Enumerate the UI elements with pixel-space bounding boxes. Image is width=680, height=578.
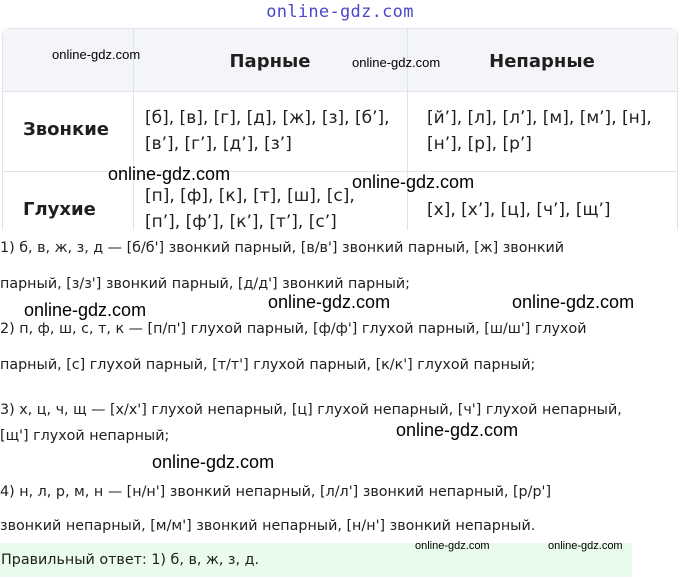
voiced-paired-line2: [в’], [г’], [д’], [з’] [145, 134, 292, 154]
row-label-voiced: Звонкие [23, 119, 110, 140]
watermark: online-gdz.com [268, 292, 391, 312]
voiced-unpaired-line1: [й’], [л], [л’], [м], [м’], [н], [427, 108, 652, 128]
answer-item-1 [0, 238, 680, 294]
table-row-voiceless [3, 171, 677, 230]
watermark: online-gdz.com [24, 300, 147, 320]
answer-2-line2: парный, [с] глухой парный, [т/т'] глухой парный, [к/к'] глухой парный; [0, 357, 536, 373]
header-unpaired: Непарные [489, 51, 595, 72]
voiced-paired-line1: [б], [в], [г], [д], [ж], [з], [б’], [145, 108, 390, 128]
site-header-logo[interactable]: online-gdz.com [266, 2, 414, 22]
correct-answer-box: Правильный ответ: 1) б, в, ж, з, д. [0, 543, 632, 577]
watermark: online-gdz.com [415, 540, 490, 552]
voiceless-paired-line1: [п], [ф], [к], [т], [ш], [с], [145, 186, 355, 206]
answer-3-line2: [щ'] глухой непарный; [0, 428, 170, 444]
answer-2-line1: 2) п, ф, ш, с, т, к — [п/п'] глухой парный, [ф/ф'] глухой парный, [ш/ш'] глухой [0, 321, 587, 337]
voiced-unpaired-cell [427, 105, 652, 157]
answer-4-line1: 4) н, л, р, м, н — [н/н'] звонкий непарный, [л/л'] звонкий непарный, [р/р'] [0, 484, 552, 500]
watermark: online-gdz.com [548, 540, 623, 552]
watermark: online-gdz.com [396, 420, 519, 440]
watermark: online-gdz.com [108, 164, 231, 184]
watermark: online-gdz.com [352, 55, 441, 70]
answer-4-line2: звонкий непарный, [м/м'] звонкий непарный, [н/н'] звонкий непарный. [0, 518, 536, 534]
answer-1-line2: парный, [з/з'] звонкий парный, [д/д'] звонкий парный; [0, 276, 410, 292]
answer-item-2 [0, 319, 680, 375]
voiceless-unpaired-cell [427, 197, 611, 223]
watermark: online-gdz.com [512, 292, 635, 312]
answer-item-4 [0, 482, 680, 536]
voiceless-paired-line2: [п’], [ф’], [к’], [т’], [с’] [145, 212, 337, 230]
voiceless-paired-cell [145, 183, 355, 230]
watermark: online-gdz.com [352, 172, 475, 192]
row-label-voiceless: Глухие [23, 199, 96, 220]
voiceless-unpaired-line1: [х], [х’], [ц], [ч’], [щ’] [427, 200, 611, 220]
voiced-unpaired-line2: [н’], [р], [р’] [427, 134, 532, 154]
answer-item-3 [0, 400, 680, 446]
watermark: online-gdz.com [52, 47, 141, 62]
table-row-voiced [3, 91, 677, 172]
voiced-paired-cell [145, 105, 390, 157]
header-paired: Парные [229, 51, 311, 72]
answer-1-line1: 1) б, в, ж, з, д — [б/б'] звонкий парный, [в/в'] звонкий парный, [ж] звонкий [0, 240, 565, 256]
watermark: online-gdz.com [152, 452, 275, 472]
answer-3-line1: 3) х, ц, ч, щ — [х/х'] глухой непарный, [ц] глухой непарный, [ч'] глухой непарный, [0, 402, 622, 418]
